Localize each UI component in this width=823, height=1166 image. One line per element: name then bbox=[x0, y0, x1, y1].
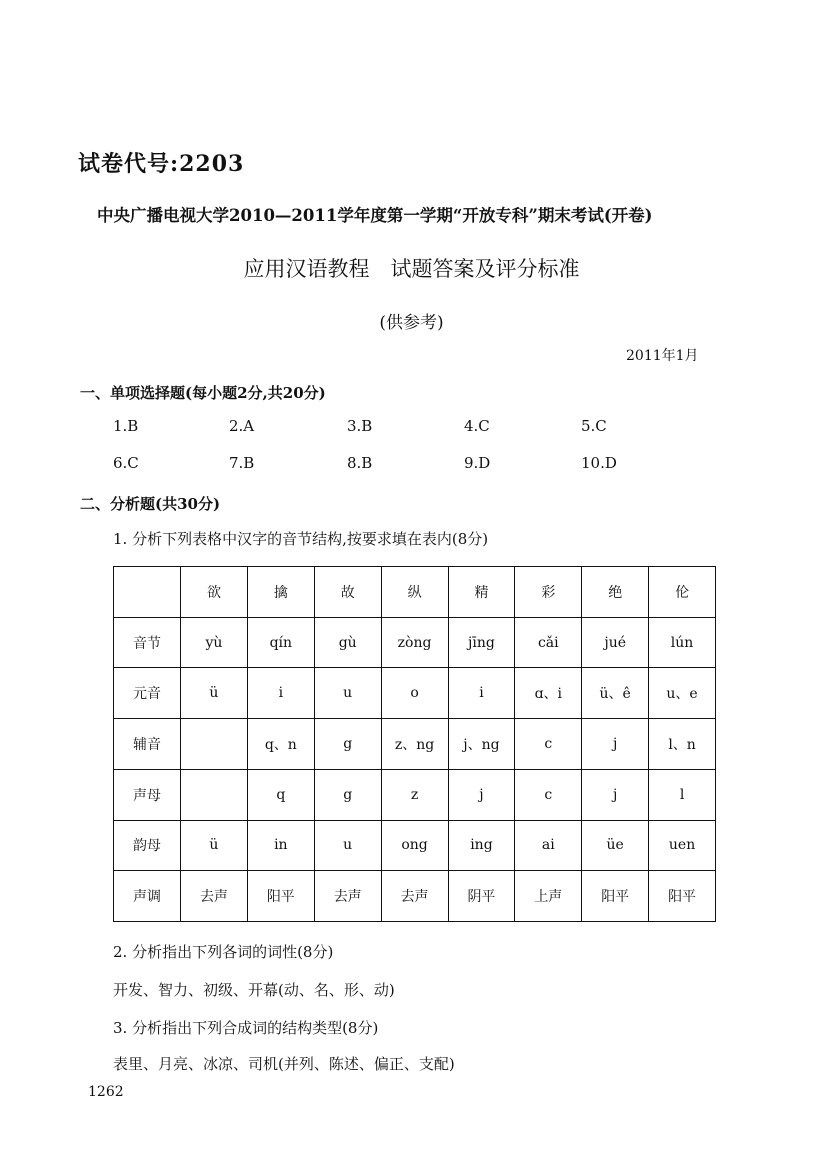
table-cell: zòng bbox=[381, 617, 448, 668]
table-cell: ai bbox=[515, 820, 582, 871]
table-cell bbox=[181, 719, 248, 770]
answer-8: 8.B bbox=[347, 454, 373, 472]
table-cell: ü、ê bbox=[582, 668, 649, 719]
table-cell: i bbox=[448, 668, 515, 719]
exam-title: 中央广播电视大学2010—2011学年度第一学期“开放专科”期末考试(开卷) bbox=[97, 206, 653, 225]
table-header-cell: 彩 bbox=[515, 567, 582, 618]
paper-code: 试卷代号:2203 bbox=[78, 151, 245, 177]
table-cell: o bbox=[381, 668, 448, 719]
table-cell: i bbox=[247, 668, 314, 719]
answer-6: 6.C bbox=[113, 454, 139, 472]
table-header-cell: 擒 bbox=[247, 567, 314, 618]
table-row-label: 元音 bbox=[114, 668, 181, 719]
table-cell: u bbox=[314, 820, 381, 871]
table-cell: 阳平 bbox=[582, 871, 649, 922]
table-row-label: 韵母 bbox=[114, 820, 181, 871]
table-cell: l bbox=[649, 769, 716, 820]
table-row bbox=[114, 668, 716, 719]
table-header-cell: 精 bbox=[448, 567, 515, 618]
table-header-row bbox=[114, 567, 716, 618]
answer-3: 3.B bbox=[347, 417, 373, 435]
table-cell: g bbox=[314, 769, 381, 820]
table-cell bbox=[181, 769, 248, 820]
table-header-cell: 欲 bbox=[181, 567, 248, 618]
table-cell: 去声 bbox=[181, 871, 248, 922]
table-row-label: 声母 bbox=[114, 769, 181, 820]
table-cell: 上声 bbox=[515, 871, 582, 922]
table-cell: ü bbox=[181, 820, 248, 871]
question-2: 2. 分析指出下列各词的词性(8分) bbox=[113, 943, 334, 961]
answer-7: 7.B bbox=[229, 454, 255, 472]
table-cell: qín bbox=[247, 617, 314, 668]
table-row bbox=[114, 617, 716, 668]
table-cell: u bbox=[314, 668, 381, 719]
table-row-label: 声调 bbox=[114, 871, 181, 922]
question-1: 1. 分析下列表格中汉字的音节结构,按要求填在表内(8分) bbox=[113, 530, 489, 548]
table-header-cell: 伦 bbox=[649, 567, 716, 618]
table-cell: z bbox=[381, 769, 448, 820]
exam-date: 2011年1月 bbox=[626, 348, 699, 364]
table-cell: cǎi bbox=[515, 617, 582, 668]
table-cell: jué bbox=[582, 617, 649, 668]
table-cell: q bbox=[247, 769, 314, 820]
table-cell: g bbox=[314, 719, 381, 770]
table-cell: yù bbox=[181, 617, 248, 668]
syllable-table bbox=[113, 566, 716, 922]
answer-4: 4.C bbox=[464, 417, 490, 435]
table-row bbox=[114, 871, 716, 922]
table-cell: z、ng bbox=[381, 719, 448, 770]
answer-1: 1.B bbox=[113, 417, 139, 435]
table-row-label: 音节 bbox=[114, 617, 181, 668]
answer-2: 2.A bbox=[229, 417, 255, 435]
table-header-cell: 纵 bbox=[381, 567, 448, 618]
table-cell: 阴平 bbox=[448, 871, 515, 922]
table-cell: uen bbox=[649, 820, 716, 871]
table-cell: u、e bbox=[649, 668, 716, 719]
table-cell: gù bbox=[314, 617, 381, 668]
answer-9: 9.D bbox=[464, 454, 491, 472]
table-cell: ü bbox=[181, 668, 248, 719]
table-header-cell: 绝 bbox=[582, 567, 649, 618]
page-number: 1262 bbox=[88, 1084, 124, 1100]
table-row bbox=[114, 769, 716, 820]
table-cell: in bbox=[247, 820, 314, 871]
question-2-answer: 开发、智力、初级、开幕(动、名、形、动) bbox=[113, 981, 395, 999]
table-cell: lún bbox=[649, 617, 716, 668]
table-cell: 去声 bbox=[314, 871, 381, 922]
reference-note: (供参考) bbox=[379, 313, 444, 333]
table-cell: ong bbox=[381, 820, 448, 871]
question-3: 3. 分析指出下列合成词的结构类型(8分) bbox=[113, 1019, 379, 1037]
table-cell: c bbox=[515, 719, 582, 770]
table-cell: j、ng bbox=[448, 719, 515, 770]
answer-5: 5.C bbox=[581, 417, 607, 435]
table-header-cell: 故 bbox=[314, 567, 381, 618]
table-cell: ing bbox=[448, 820, 515, 871]
table-cell: 阳平 bbox=[247, 871, 314, 922]
section2-heading: 二、分析题(共30分) bbox=[80, 495, 221, 513]
section1-heading: 一、单项选择题(每小题2分,共20分) bbox=[80, 384, 326, 402]
table-cell: j bbox=[448, 769, 515, 820]
table-cell: l、n bbox=[649, 719, 716, 770]
table-cell: j bbox=[582, 769, 649, 820]
table-cell: üe bbox=[582, 820, 649, 871]
table-cell: jīng bbox=[448, 617, 515, 668]
table-corner-cell bbox=[114, 567, 181, 618]
answer-10: 10.D bbox=[581, 454, 617, 472]
subject-title: 应用汉语教程 试题答案及评分标准 bbox=[243, 257, 580, 281]
table-row bbox=[114, 820, 716, 871]
table-cell: 去声 bbox=[381, 871, 448, 922]
question-3-answer: 表里、月亮、冰凉、司机(并列、陈述、偏正、支配) bbox=[113, 1055, 455, 1073]
table-row-label: 辅音 bbox=[114, 719, 181, 770]
table-cell: ɑ、i bbox=[515, 668, 582, 719]
table-cell: 阳平 bbox=[649, 871, 716, 922]
table-cell: j bbox=[582, 719, 649, 770]
table-cell: c bbox=[515, 769, 582, 820]
table-row bbox=[114, 719, 716, 770]
table-cell: q、n bbox=[247, 719, 314, 770]
